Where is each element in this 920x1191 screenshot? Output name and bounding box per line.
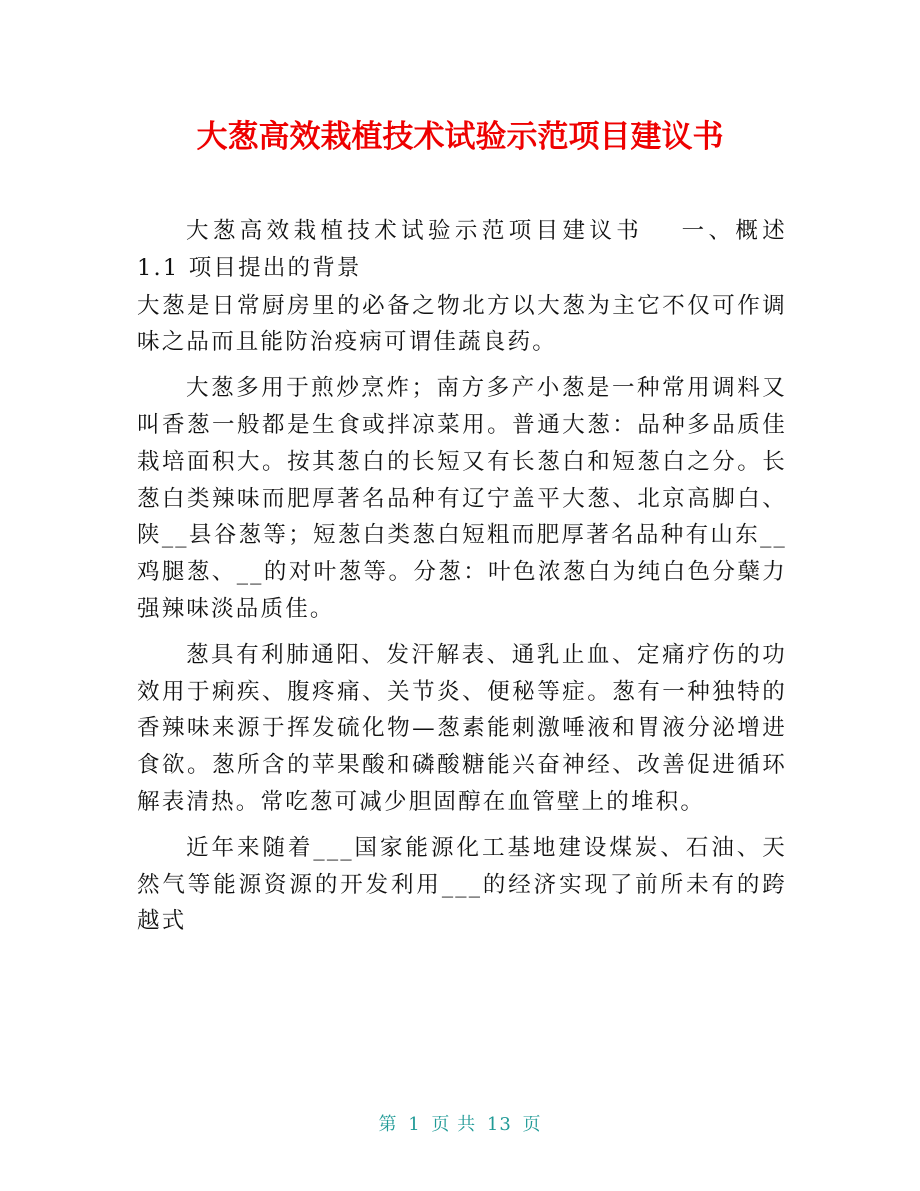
footer-prefix: 第 <box>378 1114 398 1135</box>
page-footer <box>0 1113 920 1137</box>
paragraph-benefits: 葱具有利肺通阳、发汗解表、通乳止血、定痛疗伤的功效用于痢疾、腹疼痛、关节炎、便秘等症。葱有一种独特的香辣味来源于挥发硫化物—葱素能刺激唾液和胃液分泌增进食欲。葱所含的苹果酸和磷酸糖能兴奋神经、改善促进循环解表清热。常吃葱可减少胆固醇在血管壁上的堆积。 <box>137 641 787 815</box>
footer-middle: 页 共 <box>431 1114 477 1135</box>
document-title: 大葱高效栽植技术试验示范项目建议书 <box>196 119 724 155</box>
footer-suffix: 页 <box>522 1114 542 1135</box>
paragraph-background: 近年来随着___国家能源化工基地建设煤炭、石油、天然气等能源资源的开发利用___的经济实现了前所未有的跨越式 <box>137 834 787 935</box>
paragraph-overview: 大葱高效栽植技术试验示范项目建议书 一、概述 1.1 项目提出的背景 <box>137 218 812 281</box>
paragraph-varieties: 大葱多用于煎炒烹炸；南方多产小葱是一种常用调料又叫香葱一般都是生食或拌凉菜用。普通大葱：品种多品质佳栽培面积大。按其葱白的长短又有长葱白和短葱白之分。长葱白类辣味而肥厚著名品种有辽宁盖平大葱、北京高脚白、陕__县谷葱等；短葱白类葱白短粗而肥厚著名品种有山东__鸡腿葱、__的对叶葱等。分葱：叶色浓葱白为纯白色分蘖力强辣味淡品质佳。 <box>137 375 787 622</box>
footer-page-number: 1 <box>408 1114 421 1135</box>
paragraph-intro: 大葱是日常厨房里的必备之物北方以大葱为主它不仅可作调味之品而且能防治疫病可谓佳蔬良药。 <box>137 292 787 356</box>
document-body <box>137 213 812 940</box>
footer-total-pages: 13 <box>486 1114 512 1135</box>
